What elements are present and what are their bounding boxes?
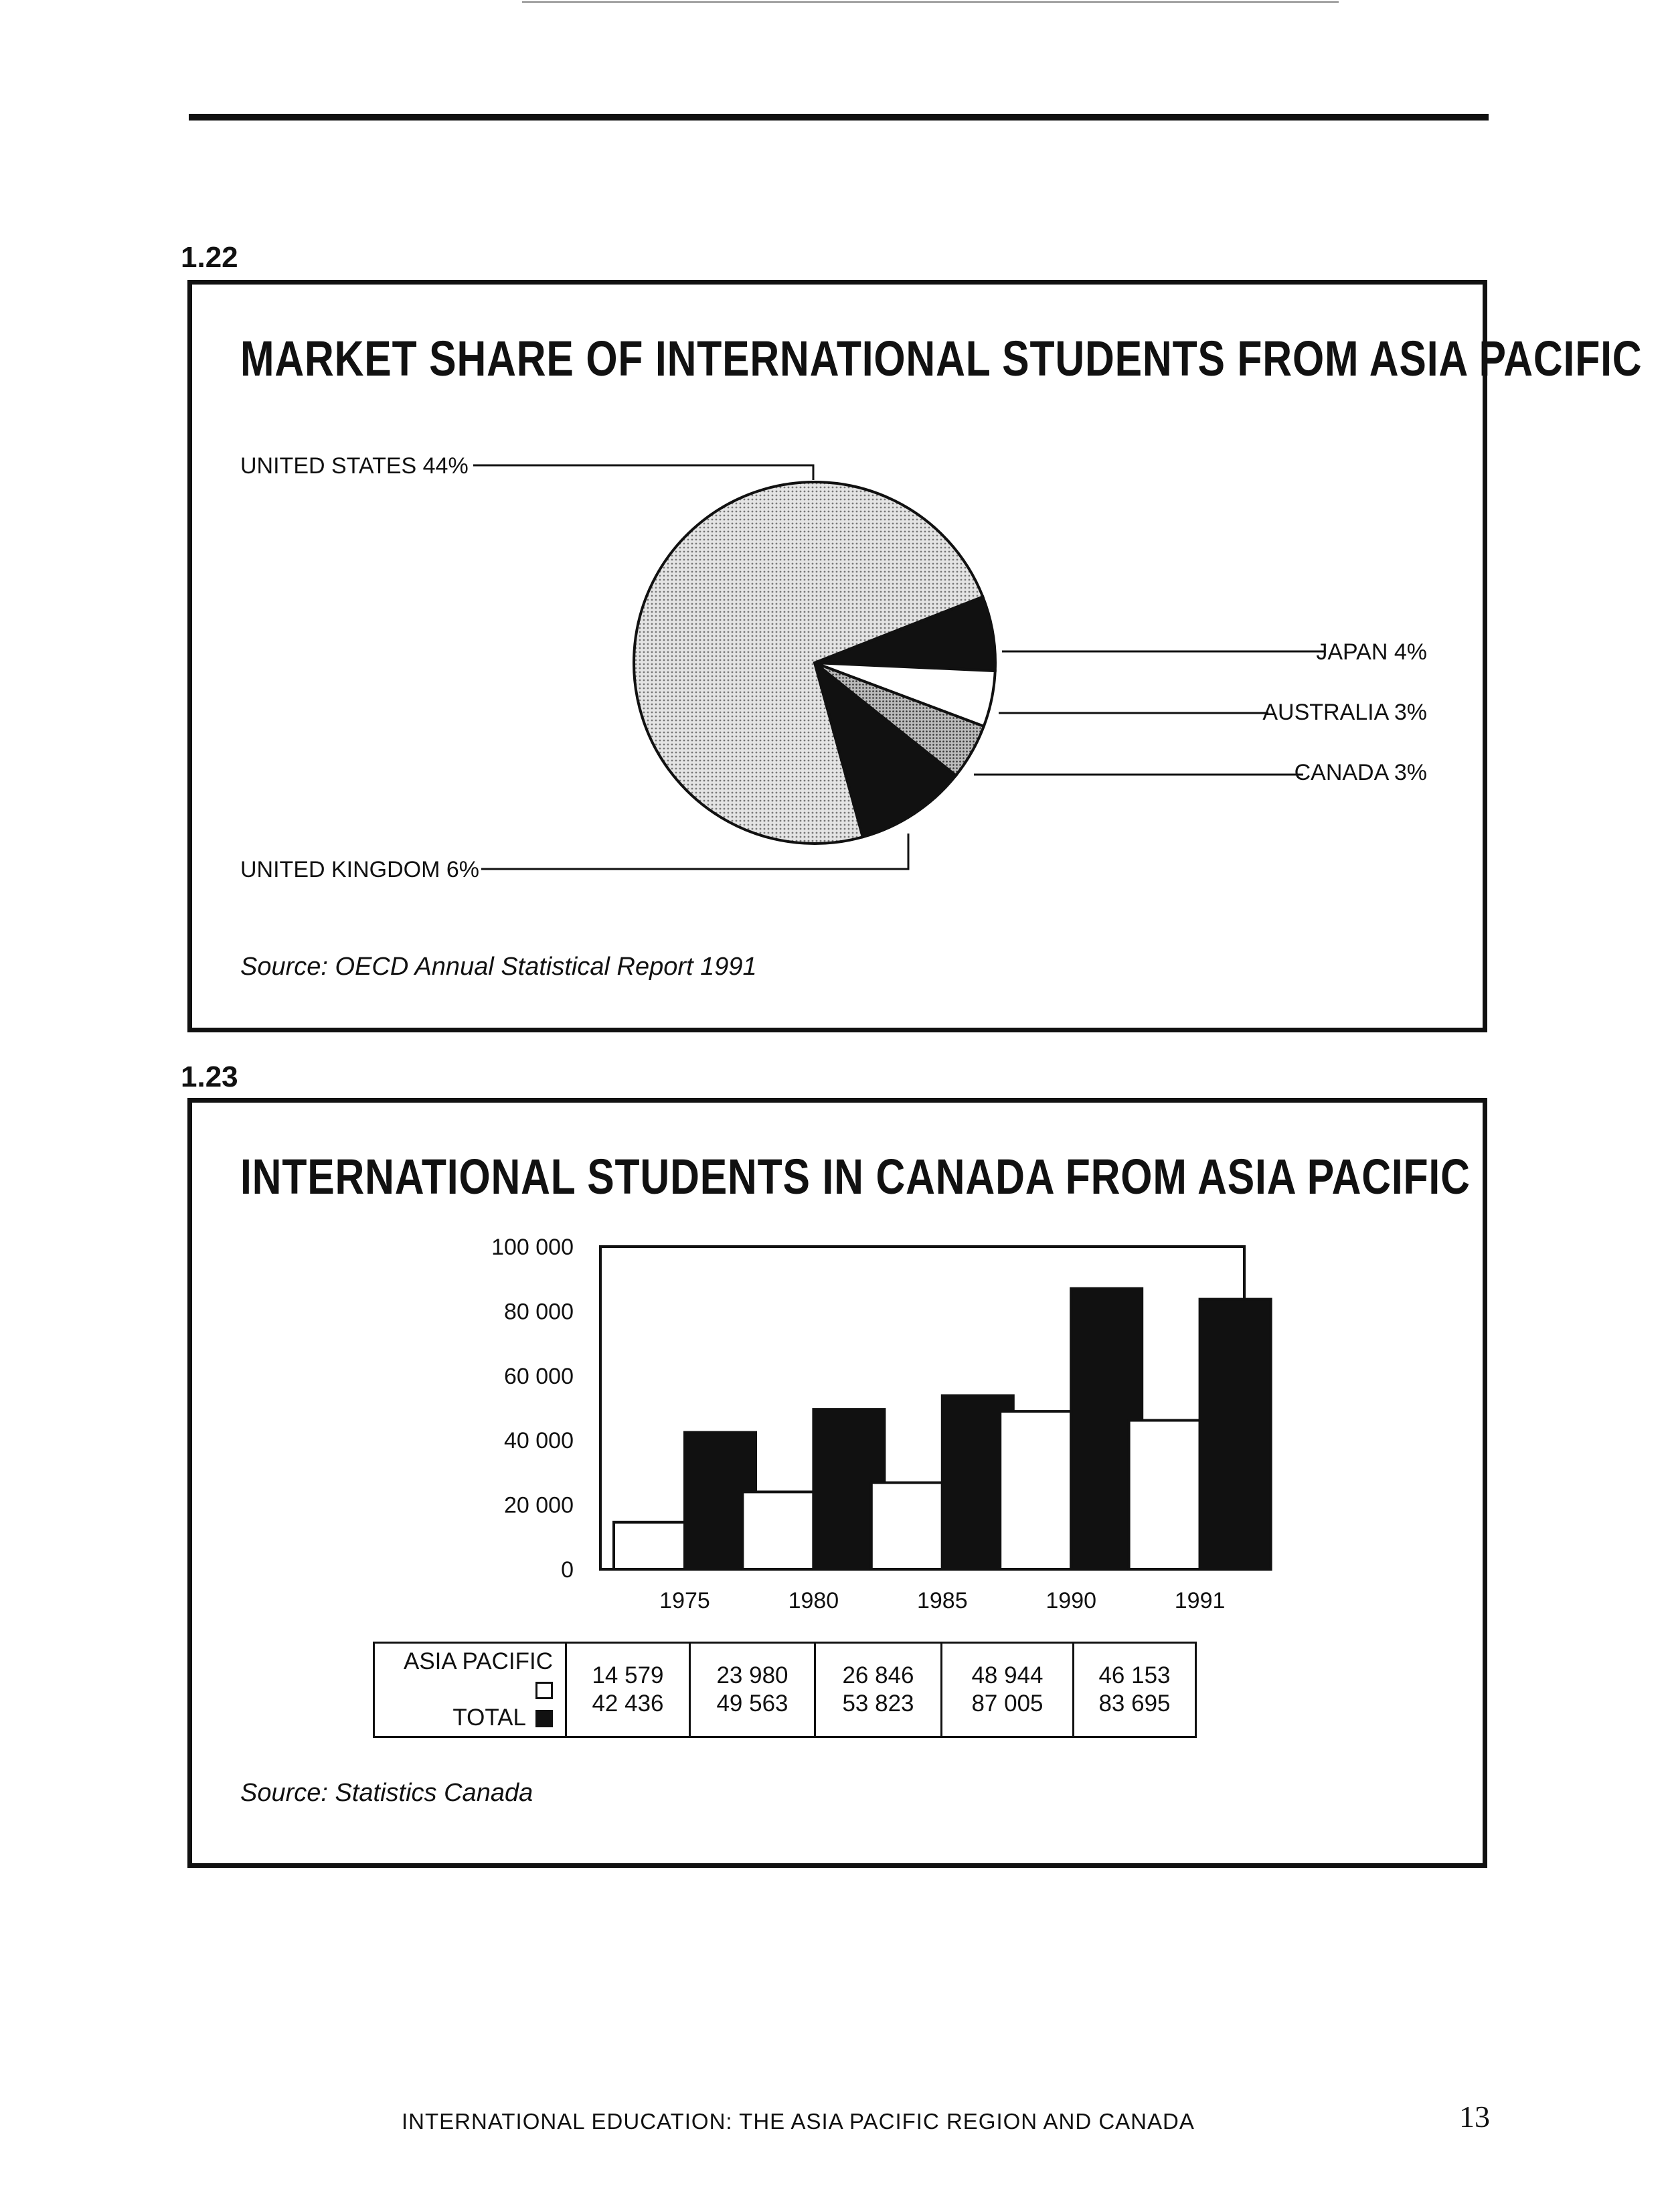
- label-united-states: UNITED STATES 44%: [240, 453, 469, 479]
- total-value-1980: 49 563: [716, 1690, 788, 1717]
- bar-source: Source: Statistics Canada: [240, 1779, 533, 1807]
- x-tick-label: 1980: [788, 1588, 839, 1613]
- top-rule: [189, 114, 1489, 121]
- legend-total: [382, 1704, 553, 1732]
- y-tick-label: 100 000: [491, 1235, 574, 1260]
- bar-asia-pacific: [1129, 1421, 1200, 1569]
- total-value-1985: 53 823: [842, 1690, 914, 1717]
- bar-asia-pacific: [614, 1522, 685, 1569]
- total-value-1991: 83 695: [1098, 1690, 1171, 1717]
- asia-value-1991: 46 153: [1098, 1662, 1171, 1688]
- x-tick-label: 1990: [1046, 1588, 1097, 1613]
- pie-source: Source: OECD Annual Statistical Report 1991: [240, 953, 757, 981]
- page-number: 13: [1459, 2100, 1490, 2134]
- total-value-1975: 42 436: [592, 1690, 664, 1717]
- pie-chart: [192, 285, 1483, 1028]
- pie-title: MARKET SHARE OF INTERNATIONAL STUDENTS FROM ASIA PACIFIC: [240, 331, 1643, 386]
- table-legend-cell: [374, 1643, 566, 1737]
- table-row: [374, 1643, 1196, 1737]
- asia-value-1980: 23 980: [716, 1662, 788, 1688]
- y-tick-label: 40 000: [504, 1428, 574, 1454]
- label-japan: JAPAN 4%: [1316, 639, 1427, 665]
- total-value-1990: 87 005: [971, 1690, 1044, 1717]
- bar-asia-pacific: [742, 1492, 813, 1569]
- table-cell-1990: [942, 1643, 1074, 1737]
- asia-value-1975: 14 579: [592, 1662, 664, 1688]
- legend-asia-pacific: [382, 1648, 553, 1704]
- page-footer: INTERNATIONAL EDUCATION: THE ASIA PACIFIC REGION AND CANADA: [402, 2109, 1195, 2134]
- table-cell-1991: [1074, 1643, 1196, 1737]
- x-tick-label: 1975: [659, 1588, 710, 1613]
- filled-square-icon: [535, 1710, 553, 1727]
- pie-panel: [187, 280, 1643, 1032]
- y-tick-label: 20 000: [504, 1492, 574, 1518]
- leader-united-states: [473, 465, 813, 480]
- table-cell-1985: [815, 1643, 942, 1737]
- y-tick-label: 60 000: [504, 1363, 574, 1389]
- legend-total-label: TOTAL: [452, 1705, 526, 1731]
- asia-value-1990: 48 944: [971, 1662, 1044, 1688]
- data-table: [373, 1642, 1197, 1738]
- bar-title: INTERNATIONAL STUDENTS IN CANADA FROM ASIA PACIFIC: [240, 1149, 1471, 1204]
- top-faint-rule: [522, 1, 1339, 3]
- figure-number-1-22: 1.22: [181, 241, 238, 274]
- bar-asia-pacific: [871, 1483, 942, 1569]
- label-united-kingdom: UNITED KINGDOM 6%: [240, 857, 480, 882]
- bar-total: [1200, 1299, 1271, 1569]
- y-tick-label: 80 000: [504, 1299, 574, 1325]
- x-tick-label: 1991: [1174, 1588, 1226, 1613]
- legend-asia-label: ASIA PACIFIC: [403, 1648, 553, 1674]
- y-tick-label: 0: [561, 1557, 574, 1583]
- x-tick-label: 1985: [916, 1588, 968, 1613]
- bar-asia-pacific: [1000, 1411, 1071, 1569]
- table-cell-1975: [566, 1643, 690, 1737]
- asia-value-1985: 26 846: [842, 1662, 914, 1688]
- bar-panel: [187, 1098, 1487, 1868]
- figure-number-1-23: 1.23: [181, 1060, 238, 1093]
- label-australia: AUSTRALIA 3%: [1262, 700, 1427, 725]
- label-canada: CANADA 3%: [1294, 760, 1427, 785]
- open-square-icon: [535, 1682, 553, 1699]
- bar-chart: [192, 1103, 1483, 1638]
- table-cell-1980: [690, 1643, 815, 1737]
